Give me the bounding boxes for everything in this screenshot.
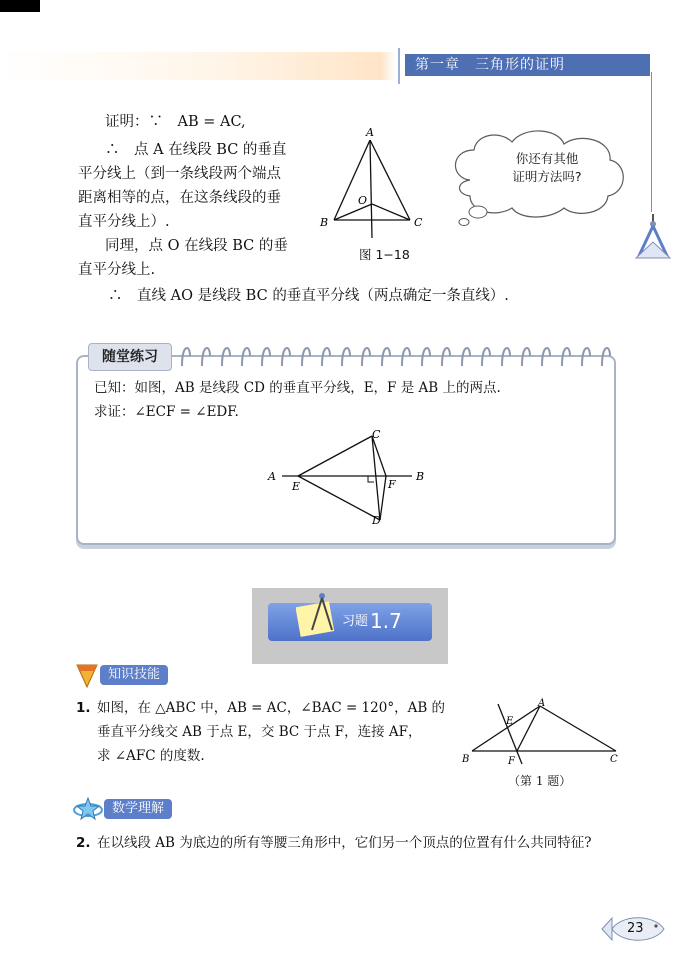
practice-line-1: 已知：如图，AB 是线段 CD 的垂直平分线，E，F 是 AB 上的两点.	[94, 380, 501, 396]
header-divider	[398, 48, 400, 84]
pf-label-e: E	[292, 480, 301, 493]
fig18-label-c: C	[414, 216, 423, 229]
proof-line-5: 直平分线上）.	[78, 214, 170, 230]
spiral-rings	[176, 336, 616, 370]
practice-figure	[262, 428, 432, 528]
exercise-number: 1.7	[370, 609, 402, 633]
exercise-compass-icon	[296, 590, 340, 638]
pf-label-c: C	[372, 428, 381, 441]
section-knowledge: 知识技能	[100, 665, 168, 685]
cloud-line-1: 你还有其他	[515, 151, 579, 166]
proof-line-1: 证明：∵ AB = AC,	[105, 114, 246, 130]
proof-line-7: 直平分线上.	[78, 262, 156, 278]
pf-label-b: B	[416, 470, 425, 483]
fig18-label-a: A	[366, 126, 374, 139]
star-orbit-icon	[72, 796, 104, 822]
side-rule	[651, 72, 652, 212]
q1f-label-a: A	[538, 698, 546, 709]
q1-num: 1.	[76, 700, 91, 716]
fig18-label-b: B	[320, 216, 329, 229]
q1-line-1: 如图，在 △ABC 中，AB = AC，∠BAC = 120°，AB 的	[97, 700, 446, 716]
proof-line-3: 平分线上（到一条线段两个端点	[78, 166, 281, 182]
cloud-text	[492, 150, 602, 186]
figure-1-18-caption: 图 1−18	[359, 247, 410, 262]
q2-number	[76, 832, 91, 854]
proof-line-2: ∴ 点 A 在线段 BC 的垂直	[105, 142, 287, 158]
q1-caption: （第 1 题）	[508, 774, 572, 788]
figure-1-18	[312, 120, 432, 240]
pencil-icon	[74, 662, 100, 690]
pf-label-a: A	[268, 470, 276, 483]
q1-line-3: 求 ∠AFC 的度数.	[97, 748, 205, 764]
page-number: 23	[627, 921, 644, 936]
cloud-line-2: 证明方法吗?	[512, 169, 582, 184]
proof-line-6: 同理，点 O 在线段 BC 的垂	[105, 238, 288, 254]
q1f-label-c: C	[610, 754, 618, 765]
q1f-label-b: B	[462, 754, 470, 765]
q1-number	[76, 697, 91, 719]
q1f-label-e: E	[506, 716, 514, 727]
q2-text: 在以线段 AB 为底边的所有等腰三角形中，它们另一个顶点的位置有什么共同特征?	[97, 835, 592, 851]
practice-line-2: 求证：∠ECF = ∠EDF.	[94, 404, 239, 420]
q1f-label-f: F	[508, 756, 515, 767]
q1-line-2: 垂直平分线交 AB 于点 E，交 BC 于点 F，连接 AF，	[97, 724, 422, 740]
pf-label-f: F	[388, 478, 396, 491]
section-understanding: 数学理解	[104, 799, 172, 819]
corner-mark	[0, 0, 40, 12]
proof-line-8: ∴ 直线 AO 是线段 BC 的垂直平分线（两点确定一条直线）.	[108, 288, 509, 304]
practice-title: 随堂练习	[88, 343, 172, 371]
chapter-title: 第一章 三角形的证明	[405, 54, 650, 76]
proof-line-4: 距离相等的点，在这条线段的垂	[78, 190, 281, 206]
pf-label-d: D	[372, 514, 381, 527]
q2-num: 2.	[76, 835, 91, 851]
fig18-label-o: O	[358, 194, 368, 207]
exercise-label: 习题	[342, 614, 369, 629]
q1-figure	[460, 696, 626, 768]
